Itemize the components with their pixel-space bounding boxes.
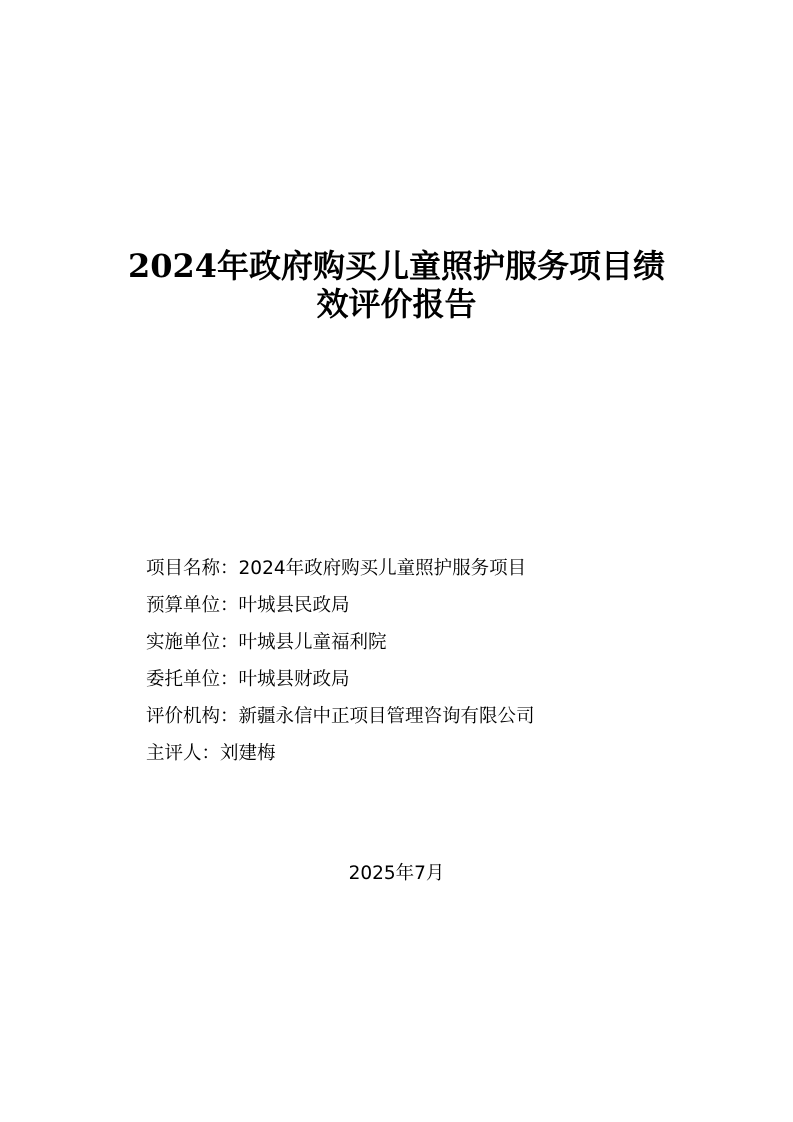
info-label: 主评人	[146, 743, 202, 764]
info-separator: ：	[220, 669, 239, 690]
report-title-line-1: 2024年政府购买儿童照护服务项目绩	[127, 247, 666, 285]
info-label: 评价机构	[146, 706, 221, 727]
report-title-line-2: 效评价报告	[316, 285, 477, 323]
info-row-commissioning-unit	[146, 665, 746, 702]
info-row-budget-unit	[146, 591, 746, 628]
info-label: 项目名称	[146, 558, 221, 579]
info-label: 委托单位	[146, 669, 221, 690]
info-label: 预算单位	[146, 595, 221, 616]
project-info-block	[146, 554, 746, 776]
info-separator: ：	[220, 595, 239, 616]
info-separator: ：	[220, 558, 239, 579]
info-separator: ：	[220, 706, 239, 727]
info-value: 刘建梅	[220, 743, 276, 764]
info-value: 叶城县财政局	[238, 669, 350, 690]
info-value: 2024年政府购买儿童照护服务项目	[238, 558, 527, 579]
info-value: 新疆永信中正项目管理咨询有限公司	[238, 706, 535, 727]
info-separator: ：	[220, 632, 239, 653]
info-row-project-name	[146, 554, 746, 591]
info-value: 叶城县民政局	[238, 595, 350, 616]
info-label: 实施单位	[146, 632, 221, 653]
report-date: 2025年7月	[348, 863, 445, 884]
info-row-evaluation-agency	[146, 702, 746, 739]
info-value: 叶城县儿童福利院	[238, 632, 387, 653]
info-row-implementing-unit	[146, 628, 746, 665]
info-separator: ：	[201, 743, 221, 764]
info-row-lead-evaluator	[146, 739, 746, 776]
